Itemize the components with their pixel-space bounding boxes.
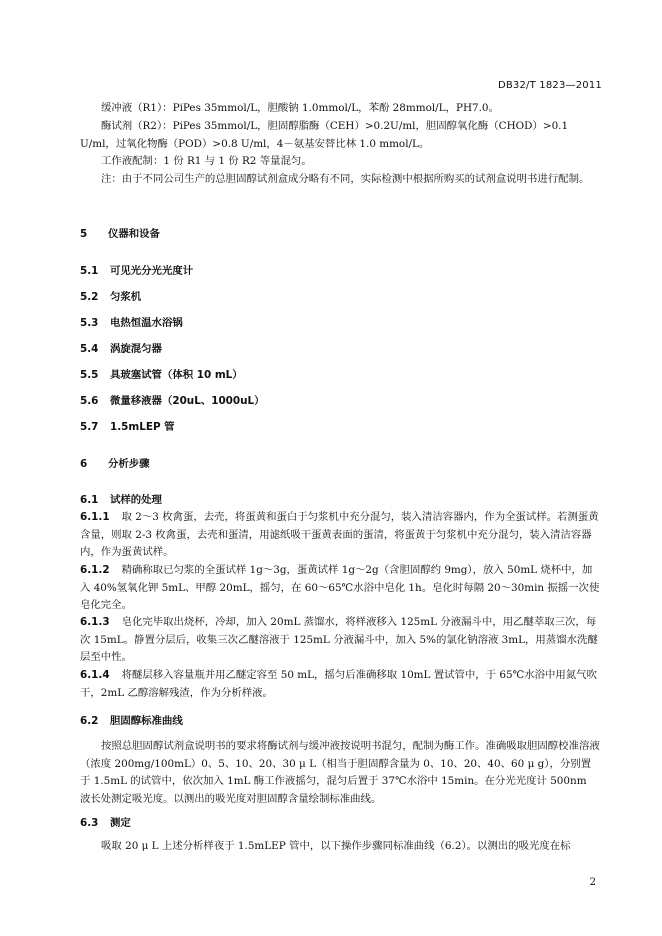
subsection-title: 胆固醇标准曲线 — [110, 715, 183, 727]
subsection-title: 1.5mLEP 管 — [110, 421, 175, 433]
section-5-2-heading — [80, 288, 141, 303]
section-6-heading — [80, 455, 150, 470]
clause-number: 6.1.4 — [80, 669, 110, 681]
paragraph-6-3: 吸取 20 μ L 上述分析样夜于 1.5mLEP 管中，以下操作步骤同标准曲线（6.2）。以测出的吸光度在标 — [101, 840, 571, 852]
subsection-title: 可见光分光光度计 — [110, 265, 194, 277]
page-number: 2 — [589, 877, 596, 888]
clause-number: 6.1.2 — [80, 564, 110, 576]
clause-text: 精确称取已匀浆的全蛋试样 1g～3g，蛋黄试样 1g～2g（含胆固醇约 9mg），放入 50mL 烧杯中，加入 40%氢氧化钾 5mL、甲醇 20mL，摇匀，在 60～65℃水浴中皂化 1h。皂化时每隔 20～30min 振摇一次使皂化完全。 — [80, 564, 600, 612]
subsection-number: 5.3 — [80, 317, 99, 329]
clause-text: 将醚层移入容量瓶并用乙醚定容至 50 mL，摇匀后准确移取 10mL 置试管中，于 65℃水浴中用氮气吹干，2mL 乙醇溶解残渣，作为分析样液。 — [80, 669, 597, 699]
clause-number: 6.1.3 — [80, 616, 110, 628]
subsection-title: 涡旋混匀器 — [110, 343, 162, 355]
paragraph-6-1-2 — [80, 562, 600, 615]
section-5-5-heading — [80, 366, 243, 381]
section-5-4-heading — [80, 340, 162, 355]
subsection-number: 5.5 — [80, 369, 99, 381]
paragraph-6-1-1 — [80, 509, 600, 562]
subsection-number: 5.7 — [80, 421, 99, 433]
subsection-number: 5.4 — [80, 343, 99, 355]
section-5-6-heading — [80, 392, 265, 407]
paragraph-6-1-4 — [80, 667, 600, 702]
section-title: 分析步骤 — [108, 458, 150, 470]
section-6-2-heading — [80, 712, 183, 727]
subsection-title: 匀浆机 — [110, 291, 142, 303]
subsection-number: 6.3 — [80, 817, 99, 829]
section-5-heading — [80, 225, 160, 240]
reagent-note: 注：由于不同公司生产的总胆固醇试剂盒成分略有不同，实际检测中根据所购买的试剂盒说明书进行配制。 — [101, 173, 590, 185]
subsection-number: 6.1 — [80, 494, 99, 506]
working-solution-text: 工作液配制：1 份 R1 与 1 份 R2 等量混匀。 — [101, 155, 312, 167]
clause-number: 6.1.1 — [80, 511, 110, 523]
section-title: 仪器和设备 — [108, 228, 160, 240]
enzyme-reagent-text: 酶试剂（R2）：PiPes 35mmol/L，胆固醇脂酶（CEH）>0.2U/ml，胆固醇氧化酶（CHOD）>0.1 U/ml，过氧化物酶（POD）>0.8 U/ml，4－氨基安替比林 1.0 mmol/L。 — [80, 120, 569, 150]
section-5-7-heading — [80, 418, 175, 433]
paragraph-6-1-3 — [80, 614, 600, 667]
section-number: 6 — [80, 458, 88, 470]
subsection-number: 5.1 — [80, 265, 99, 277]
subsection-title: 电热恒温水浴锅 — [110, 317, 183, 329]
subsection-number: 5.6 — [80, 395, 99, 407]
subsection-title: 微量移液器（20uL、1000uL） — [110, 395, 265, 407]
section-number: 5 — [80, 228, 88, 240]
buffer-reagent-text: 缓冲液（R1）：PiPes 35mmol/L，胆酸钠 1.0mmol/L，苯酚 28mmol/L，PH7.0。 — [101, 102, 499, 114]
section-5-1-heading — [80, 262, 193, 277]
clause-text: 皂化完毕取出烧杯，冷却，加入 20mL 蒸馏水，将样液移入 125mL 分液漏斗中，用乙醚萃取三次，每次 15mL。静置分层后，收集三次乙醚溶液于 125mL 分液漏斗中，加入 5%的氯化钠溶液 3mL，用蒸馏水洗醚层至中性。 — [80, 616, 598, 664]
section-6-1-heading — [80, 491, 162, 506]
standard-code: DB32/T 1823—2011 — [497, 80, 602, 91]
subsection-number: 5.2 — [80, 291, 99, 303]
subsection-title: 测定 — [110, 817, 131, 829]
paragraph-6-2: 按照总胆固醇试剂盒说明书的要求将酶试剂与缓冲液按说明书混匀，配制为酶工作。准确吸取胆固醇校准溶液（浓度 200mg/100mL）0、5、10、20、30 μ L（相当于胆固醇含量为 0、10、20、40、60 μ g），分别置于 1.5mL 的试管中，依次加入 1mL 酶工作液摇匀，混匀后置于 37℃水浴中 15min。在分光光度计 500nm 波长处测定吸光度。以测出的吸光度对胆固醇含量绘制标准曲线。 — [80, 740, 600, 805]
section-5-3-heading — [80, 314, 183, 329]
subsection-number: 6.2 — [80, 715, 99, 727]
subsection-title: 试样的处理 — [110, 494, 162, 506]
clause-text: 取 2～3 枚禽蛋，去壳，将蛋黄和蛋白于匀浆机中充分混匀，装入清洁容器内，作为全蛋试样。若测蛋黄含量，则取 2-3 枚禽蛋，去壳和蛋清，用滤纸吸干蛋黄表面的蛋清，将蛋黄于匀浆机中充分混匀，装入清洁容器内，作为蛋黄试样。 — [80, 511, 599, 559]
section-6-3-heading — [80, 814, 131, 829]
subsection-title: 具玻塞试管（体积 10 mL） — [110, 369, 243, 381]
